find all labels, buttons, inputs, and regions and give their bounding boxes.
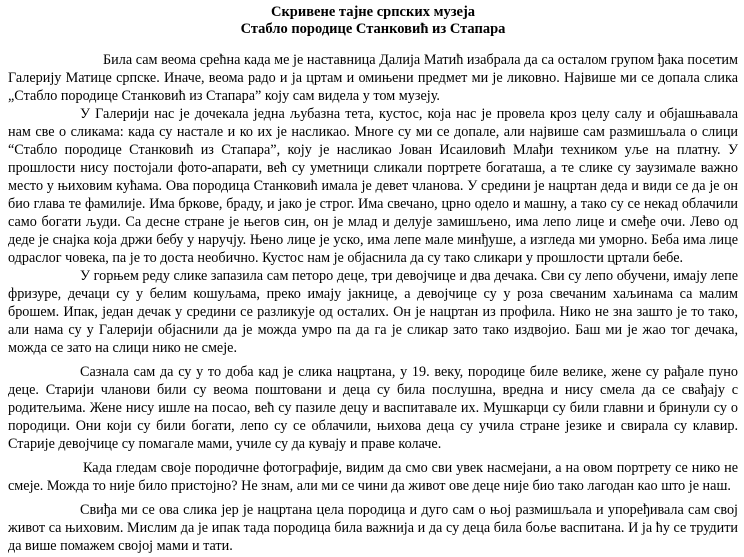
paragraph-family-photos: Када гледам своје породичне фотографије, видим да смо сви увек насмејани, а на овом портрету се нико не смеје. Можда то није било пристојно? Не знам, али ми се чини да живот ове деце није био тако лагодан као што је наш. — [8, 460, 738, 494]
paragraph-children: У горњем реду слике запазила сам петоро деце, три девојчице и два дечака. Сви су лепо обучени, имају лепе фризуре, дечаци су у белим кошуљама, преко имају јакнице, а девојчице су у роза свечаним хаљинама са малим брошем. Ипак, један дечак у средини се разликује од осталих. Он је нацртан из профила. Нико не зна зашто је то тако, али нама су у Галерији објаснили да је можда умро па да га је сликар зато тако издвојио. Баш ми је жао тог дечака, можда се зато на слици нико не смеје. — [8, 268, 738, 356]
document-subtitle: Стабло породице Станковић из Стапара — [240, 21, 506, 37]
paragraph-conclusion: Свиђа ми се ова слика јер је нацртана цела породица и дуго сам о њој размишљала и упоређивала сам свој живот са њиховим. Мислим да је ипак тада породица била важнија и да су деца била боље васпитана. И ја ћу се трудити да више помажем својој мами и тати. — [8, 502, 738, 554]
paragraph-gallery-visit: У Галерији нас је дочекала једна љубазна тета, кустос, која нас је провела кроз целу салу и објашњавала нам све о сликама: када су настале и ко их је насликао. Многе су ми се допале, али највише сам размишљала о слици “Стабло породице Станковић из Стапара”, коју је насликао Јован Исаиловић Млађи техником уље на платну. У прошлости нису постојали фото-апарати, већ су уметници сликали портрете богаташа, а те слике су заузимале важно место у њиховим кућама. Ова породица Станковић имала је девет чланова. У средини је нацртан деда и види се да је он био глава те фамилије. Има бркове, браду, и јако је строг. Има свечано, црно одело и машну, а тако су се некад облачили само богати људи. Са десне стране је његов син, он је млад и делује замишљено, има лепо лице и смеђе очи. Лево од деде је снајка која држи бебу у наручју. Њено лице је уско, има лепе мале минђуше, а изгледа ми уморно. Беба има лице одраслог човека, па је то доста необично. Кустос нам је објаснила да су тако сликари у прошлости цртали бебе. — [8, 106, 738, 266]
document-title: Скривене тајне српских музеја — [270, 4, 476, 20]
paragraph-intro: Била сам веома срећна када ме је наставница Далија Матић изабрала да са осталом групом ђака посетим Галерију Матице српске. Иначе, веома радо и ја цртам и омињени предмет ми је ликовно. Највише ми се допала слика „Стабло породице Станковић из Стапара” коју сам видела у том музеју. — [8, 52, 738, 104]
paragraph-nineteenth-century: Сазнала сам да су у то доба кад је слика нацртана, у 19. веку, породице биле велике, жене су рађале пуно деце. Старији чланови били су веома поштовани и деца су била послушна, вредна и нису смела да се свађају с родитељима. Жене нису ишле на посао, већ су пазиле децу и васпитавале их. Мушкарци су били главни и бринули су о породици. Они који су били богати, лепо су се облачили, њихова деца су учила стране језике и свирала су клавир. Старије девојчице су помагале мами, училе су да кувају и праве колаче. — [8, 364, 738, 452]
